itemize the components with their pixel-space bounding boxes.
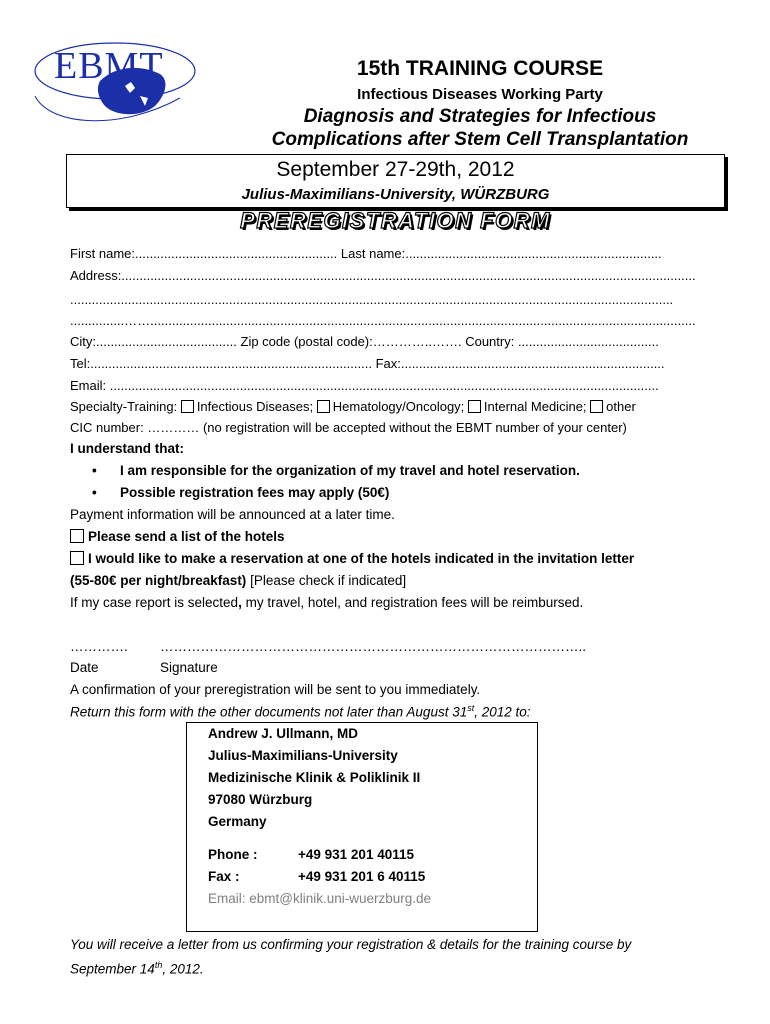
reservation-label: I would like to make a reservation at one of the hotels indicated in the invitation letter: [88, 551, 635, 566]
fax-number: +49 931 201 6 40115: [298, 869, 426, 884]
ebmt-logo: [30, 36, 200, 136]
cic-label: CIC number:: [70, 420, 144, 435]
other-checkbox[interactable]: [590, 400, 603, 413]
date-field[interactable]: [70, 639, 128, 654]
zip-field[interactable]: Zip code (postal code):…………..…….: [240, 334, 462, 349]
price-row: [70, 573, 722, 588]
contact-clinic: Medizinische Klinik & Poliklinik II: [208, 770, 421, 785]
signature-labels: [70, 660, 722, 675]
signature-label: Signature: [160, 660, 218, 675]
course-venue: Julius-Maximilians-University, WÜRZBURG: [241, 186, 550, 203]
contact-city: 97080 Würzburg: [208, 792, 313, 807]
city-row: [70, 334, 722, 349]
bullet-fees-text: Possible registration fees may apply (50€): [120, 485, 390, 500]
other-label: other: [606, 399, 636, 414]
specialty-label: Specialty-Training:: [70, 399, 178, 414]
phone-label: Phone :: [208, 847, 258, 862]
address-line-2[interactable]: .......................................................................................................................................................................: [70, 292, 674, 307]
city-field[interactable]: City:.......................................: [70, 334, 237, 349]
footer-sup: th: [154, 960, 163, 970]
bullet-dot: •: [92, 463, 97, 478]
price-note: [Please check if indicated]: [250, 573, 407, 588]
phone-row: [70, 356, 722, 371]
address-field[interactable]: Address:...............................................................................................................................................................: [70, 268, 696, 283]
footer-text-a: You will receive a letter from us confirming your registration & details for the training course by: [70, 937, 632, 952]
cic-note: (no registration will be accepted without the EBMT number of your center): [202, 420, 627, 435]
reimburse-text-a: If my case report is selected: [70, 595, 239, 610]
reimburse-text-b: my travel, hotel, and registration fees will be reimbursed.: [241, 595, 584, 610]
specialty-row: [70, 399, 722, 414]
confirmation-note: A confirmation of your preregistration will be sent to you immediately.: [70, 682, 481, 697]
footer-note: [70, 934, 730, 980]
course-topic: [240, 105, 720, 151]
last-name-field[interactable]: Last name:.......................................................................: [340, 246, 662, 261]
contact-university: Julius-Maximilians-University: [208, 748, 398, 763]
hematology-label: Hematology/Oncology;: [332, 399, 465, 414]
return-text-a: Return this form with the other documents not later than August 31: [70, 704, 468, 720]
contact-fax-row: [208, 869, 426, 884]
return-sup: st: [467, 703, 475, 713]
reimburse-note: [70, 595, 722, 610]
address-line-3[interactable]: ...............…….......................................................................................................................................................: [70, 313, 696, 328]
phone-number: +49 931 201 40115: [298, 847, 414, 862]
price-text: (55-80€ per night/breakfast): [70, 573, 247, 588]
cic-field[interactable]: …………: [147, 420, 200, 435]
hotel-list-option: [70, 529, 722, 544]
country-field[interactable]: Country: .......................................: [465, 334, 659, 349]
contact-country: Germany: [208, 814, 267, 829]
return-text-b: , 2012 to:: [474, 704, 531, 720]
contact-name: Andrew J. Ullmann, MD: [208, 726, 359, 741]
bullet-travel: [92, 463, 744, 478]
contact-phone-row: [208, 847, 414, 862]
hotel-list-label: Please send a list of the hotels: [88, 529, 285, 544]
reservation-checkbox[interactable]: [70, 551, 84, 565]
tel-field[interactable]: Tel:..............................................................................: [70, 356, 372, 371]
hematology-checkbox[interactable]: [317, 400, 330, 413]
internal-medicine-checkbox[interactable]: [468, 400, 481, 413]
hotel-list-checkbox[interactable]: [70, 529, 84, 543]
bullet-fees: [92, 485, 744, 500]
date-dots: …………: [70, 639, 124, 654]
cic-row: [70, 420, 722, 435]
email-field[interactable]: Email: ........................................................................................................................................................: [70, 378, 659, 393]
payment-note: Payment information will be announced at a later time.: [70, 507, 395, 522]
return-instructions: [70, 703, 722, 720]
course-dates: September 27-29th, 2012: [276, 158, 515, 181]
date-label: Date: [70, 660, 99, 675]
footer-text-b: September 14: [70, 961, 155, 977]
name-row: [70, 246, 722, 261]
form-title: PREREGISTRATION FORM: [240, 208, 551, 233]
understand-heading: I understand that:: [70, 441, 184, 456]
course-title: 15th TRAINING COURSE: [356, 57, 604, 80]
reimburse-comma: ,: [238, 595, 242, 610]
signature-field[interactable]: …………………………………………………………………………………..: [160, 639, 587, 654]
footer-text-c: , 2012.: [162, 961, 204, 977]
fax-label: Fax :: [208, 869, 240, 884]
fax-field[interactable]: Fax:.........................................................................: [375, 356, 665, 371]
reservation-option: [70, 551, 722, 566]
contact-email[interactable]: Email: ebmt@klinik.uni-wuerzburg.de: [208, 891, 432, 906]
signature-dots-row: [70, 639, 722, 654]
logo-text: EBMT: [54, 45, 164, 87]
bullet-travel-text: I am responsible for the organization of my travel and hotel reservation.: [120, 463, 580, 478]
infectious-label: Infectious Diseases;: [196, 399, 314, 414]
infectious-checkbox[interactable]: [181, 400, 194, 413]
topic-line-1: Diagnosis and Strategies for Infectious: [303, 106, 657, 127]
working-party: Infectious Diseases Working Party: [357, 86, 603, 103]
first-name-field[interactable]: First name:........................................................: [70, 246, 338, 261]
internal-medicine-label: Internal Medicine;: [483, 399, 587, 414]
bullet-dot: •: [92, 485, 97, 500]
date-dots-tail: .: [124, 639, 128, 654]
topic-line-2: Complications after Stem Cell Transplantation: [271, 129, 689, 150]
